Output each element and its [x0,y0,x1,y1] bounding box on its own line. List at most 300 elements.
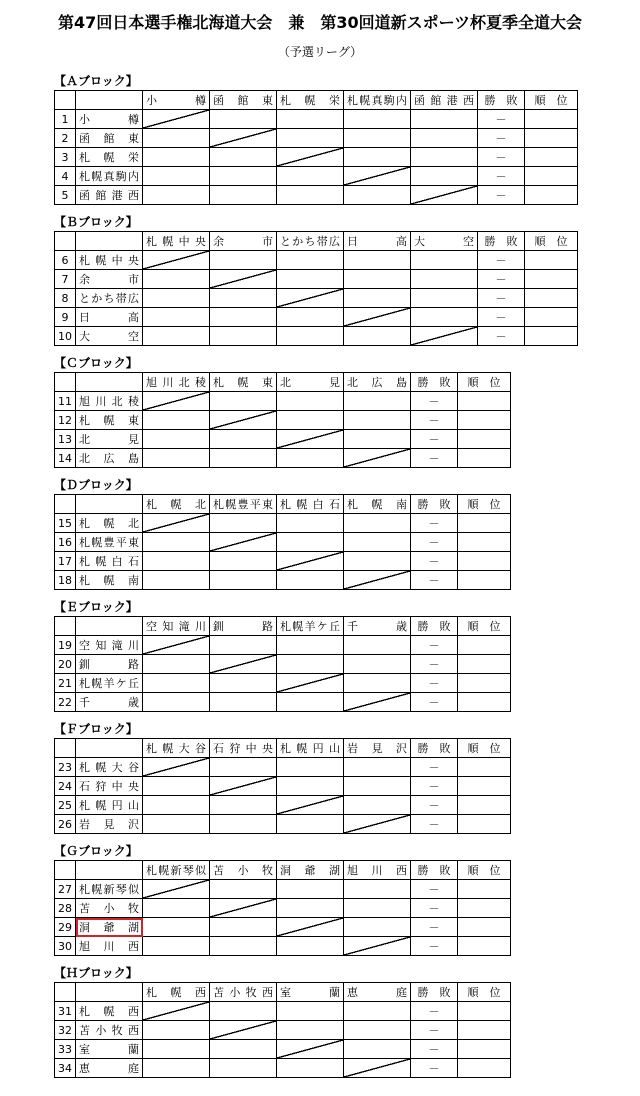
win-loss-cell: － [411,552,458,571]
result-cell [210,289,277,308]
team-number: 19 [55,636,76,655]
win-loss-cell: － [411,571,458,590]
rank-cell [458,1040,511,1059]
result-cell [344,674,411,693]
win-loss-header: 勝 敗 [411,739,458,758]
block [10,354,630,468]
self-cell [277,430,344,449]
win-loss-cell: － [411,937,458,956]
self-cell [277,918,344,937]
result-cell [344,327,411,346]
team-name: 函 館 港 西 [76,186,143,205]
win-loss-cell: － [411,1021,458,1040]
win-loss-header: 勝 敗 [411,495,458,514]
result-cell [277,693,344,712]
corner-cell [76,495,143,514]
win-loss-cell: － [411,411,458,430]
block-table [54,372,511,468]
opponent-header: 札 幌 羊 ケ 丘 [277,617,344,636]
result-cell [277,167,344,186]
result-cell [210,514,277,533]
result-cell [143,815,210,834]
team-number: 3 [55,148,76,167]
rank-cell [458,514,511,533]
opponent-header: 旭 川 西 [344,861,411,880]
self-cell [143,392,210,411]
opponent-header: 空 知 滝 川 [143,617,210,636]
table-row [55,514,511,533]
rank-cell [525,308,578,327]
result-cell [344,918,411,937]
rank-cell [458,815,511,834]
result-cell [277,308,344,327]
table-row [55,937,511,956]
result-cell [344,110,411,129]
block [10,598,630,712]
table-row [55,1021,511,1040]
table-header-row [55,739,511,758]
team-number: 20 [55,655,76,674]
self-cell [210,899,277,918]
team-name: 札 幌 西 [76,1002,143,1021]
corner-cell [55,232,76,251]
self-cell [143,636,210,655]
win-loss-header: 勝 敗 [411,861,458,880]
team-number: 15 [55,514,76,533]
result-cell [143,693,210,712]
team-name: 札 幌 羊 ケ 丘 [76,674,143,693]
result-cell [344,796,411,815]
self-cell [143,1002,210,1021]
opponent-header: 釧 路 [210,617,277,636]
opponent-header: 札 幌 新 琴 似 [143,861,210,880]
team-number: 34 [55,1059,76,1078]
result-cell [210,327,277,346]
block-label: 【Ｈブロック】 [54,966,138,980]
rank-header: 順 位 [458,495,511,514]
block-label: 【Ｅブロック】 [54,600,138,614]
self-cell [277,796,344,815]
result-cell [411,148,478,167]
opponent-header: と か ち 帯 広 [277,232,344,251]
result-cell [344,636,411,655]
result-cell [210,430,277,449]
table-row [55,186,578,205]
rank-cell [458,1059,511,1078]
self-cell [143,110,210,129]
win-loss-cell: － [411,392,458,411]
opponent-header: 札 幌 豊 平 東 [210,495,277,514]
rank-cell [458,693,511,712]
result-cell [277,533,344,552]
corner-cell [76,91,143,110]
rank-cell [458,533,511,552]
result-cell [143,1059,210,1078]
team-number: 12 [55,411,76,430]
win-loss-header: 勝 敗 [478,232,525,251]
table-header-row [55,495,511,514]
result-cell [277,815,344,834]
table-row [55,270,578,289]
self-cell [277,1040,344,1059]
result-cell [143,148,210,167]
table-row [55,289,578,308]
opponent-header: 札 幌 大 谷 [143,739,210,758]
win-loss-header: 勝 敗 [411,983,458,1002]
opponent-header: 札 幌 栄 [277,91,344,110]
opponent-header: 札 幌 白 石 [277,495,344,514]
team-number: 32 [55,1021,76,1040]
win-loss-cell: － [411,674,458,693]
block [10,213,630,346]
result-cell [411,167,478,186]
team-name: 旭 川 西 [76,937,143,956]
result-cell [143,129,210,148]
win-loss-cell: － [411,796,458,815]
block-label: 【Ｇブロック】 [54,844,138,858]
block-table [54,860,511,956]
result-cell [143,1021,210,1040]
result-cell [210,186,277,205]
rank-cell [458,899,511,918]
table-header-row [55,861,511,880]
team-number: 22 [55,693,76,712]
rank-cell [458,937,511,956]
result-cell [344,880,411,899]
corner-cell [55,739,76,758]
result-cell [143,655,210,674]
result-cell [411,110,478,129]
result-cell [411,289,478,308]
table-row [55,129,578,148]
rank-cell [458,449,511,468]
table-row [55,251,578,270]
self-cell [277,674,344,693]
team-name: 札 幌 真 駒 内 [76,167,143,186]
table-row [55,815,511,834]
win-loss-cell: － [478,110,525,129]
result-cell [344,655,411,674]
table-row [55,674,511,693]
result-cell [344,148,411,167]
opponent-header: 大 空 [411,232,478,251]
win-loss-cell: － [478,270,525,289]
rank-cell [458,777,511,796]
opponent-header: 函 館 東 [210,91,277,110]
team-number: 2 [55,129,76,148]
block [10,476,630,590]
opponent-header: 苫 小 牧 [210,861,277,880]
result-cell [143,186,210,205]
self-cell [277,289,344,308]
result-cell [210,693,277,712]
result-cell [277,1059,344,1078]
team-name: 釧 路 [76,655,143,674]
rank-cell [458,674,511,693]
win-loss-cell: － [478,167,525,186]
result-cell [210,308,277,327]
win-loss-header: 勝 敗 [411,617,458,636]
result-cell [277,270,344,289]
result-cell [344,1002,411,1021]
team-name: 洞 爺 湖 [76,918,143,937]
blocks-container [10,72,630,1078]
self-cell [210,270,277,289]
team-number: 29 [55,918,76,937]
rank-header: 順 位 [458,983,511,1002]
result-cell [143,796,210,815]
opponent-header: 石 狩 中 央 [210,739,277,758]
result-cell [344,899,411,918]
result-cell [143,918,210,937]
rank-cell [458,571,511,590]
opponent-header: 北 見 [277,373,344,392]
win-loss-cell: － [411,655,458,674]
table-row [55,449,511,468]
block-table [54,982,511,1078]
team-name: 函 館 東 [76,129,143,148]
win-loss-cell: － [478,289,525,308]
result-cell [344,289,411,308]
rank-cell [458,430,511,449]
team-name: 余 市 [76,270,143,289]
result-cell [344,1040,411,1059]
block-label: 【Ｂブロック】 [54,215,138,229]
self-cell [344,1059,411,1078]
win-loss-cell: － [411,1059,458,1078]
table-header-row [55,91,578,110]
opponent-header: 札 幌 真 駒 内 [344,91,411,110]
self-cell [411,186,478,205]
team-name: 札 幌 円 山 [76,796,143,815]
table-header-row [55,373,511,392]
result-cell [277,937,344,956]
win-loss-cell: － [411,918,458,937]
result-cell [143,674,210,693]
team-number: 30 [55,937,76,956]
opponent-header: 北 広 島 [344,373,411,392]
team-number: 25 [55,796,76,815]
page-title: 第47回日本選手権北海道大会 兼 第30回道新スポーツ杯夏季全道大会 [58,13,582,32]
result-cell [344,552,411,571]
win-loss-cell: － [411,449,458,468]
rank-cell [458,758,511,777]
rank-cell [525,186,578,205]
team-name: 札 幌 東 [76,411,143,430]
table-row [55,693,511,712]
table-row [55,571,511,590]
block [10,720,630,834]
corner-cell [76,232,143,251]
result-cell [143,937,210,956]
team-name: 苫 小 牧 [76,899,143,918]
table-row [55,411,511,430]
result-cell [210,674,277,693]
opponent-header: 旭 川 北 稜 [143,373,210,392]
result-cell [277,655,344,674]
team-number: 24 [55,777,76,796]
result-cell [210,796,277,815]
table-row [55,533,511,552]
team-number: 10 [55,327,76,346]
team-name: 日 高 [76,308,143,327]
corner-cell [76,617,143,636]
rank-cell [525,327,578,346]
result-cell [210,392,277,411]
result-cell [344,129,411,148]
win-loss-cell: － [411,1040,458,1059]
table-row [55,758,511,777]
corner-cell [76,373,143,392]
result-cell [210,449,277,468]
team-name: 室 蘭 [76,1040,143,1059]
table-row [55,880,511,899]
self-cell [210,129,277,148]
result-cell [277,392,344,411]
self-cell [143,880,210,899]
result-cell [210,815,277,834]
team-number: 11 [55,392,76,411]
opponent-header: 室 蘭 [277,983,344,1002]
team-number: 6 [55,251,76,270]
table-row [55,777,511,796]
team-name: 恵 庭 [76,1059,143,1078]
result-cell [344,251,411,270]
result-cell [143,327,210,346]
win-loss-cell: － [411,758,458,777]
table-row [55,1002,511,1021]
result-cell [143,777,210,796]
team-number: 7 [55,270,76,289]
result-cell [143,449,210,468]
self-cell [277,552,344,571]
rank-cell [525,289,578,308]
self-cell [210,1021,277,1040]
win-loss-cell: － [478,129,525,148]
team-number: 14 [55,449,76,468]
win-loss-cell: － [411,880,458,899]
team-number: 28 [55,899,76,918]
result-cell [143,270,210,289]
team-name: 札 幌 大 谷 [76,758,143,777]
team-name: 苫 小 牧 西 [76,1021,143,1040]
team-number: 8 [55,289,76,308]
self-cell [210,533,277,552]
result-cell [210,148,277,167]
team-number: 33 [55,1040,76,1059]
result-cell [344,392,411,411]
result-cell [143,289,210,308]
corner-cell [76,983,143,1002]
rank-cell [458,636,511,655]
self-cell [210,777,277,796]
team-name: 大 空 [76,327,143,346]
result-cell [210,1040,277,1059]
block-label: 【Ｄブロック】 [54,478,138,492]
opponent-header: 小 樽 [143,91,210,110]
result-cell [277,411,344,430]
opponent-header: 恵 庭 [344,983,411,1002]
block-table [54,738,511,834]
result-cell [210,1002,277,1021]
corner-cell [55,617,76,636]
win-loss-cell: － [411,693,458,712]
win-loss-header: 勝 敗 [478,91,525,110]
result-cell [344,1021,411,1040]
table-row [55,796,511,815]
self-cell [143,514,210,533]
win-loss-cell: － [411,1002,458,1021]
block-table [54,494,511,590]
corner-cell [55,861,76,880]
win-loss-cell: － [478,308,525,327]
result-cell [344,430,411,449]
result-cell [411,308,478,327]
result-cell [277,129,344,148]
opponent-header: 日 高 [344,232,411,251]
rank-cell [458,796,511,815]
opponent-header: 余 市 [210,232,277,251]
result-cell [210,552,277,571]
result-cell [143,533,210,552]
rank-header: 順 位 [458,617,511,636]
self-cell [277,148,344,167]
team-name: 北 広 島 [76,449,143,468]
result-cell [344,777,411,796]
page-subtitle: （予選リーグ） [277,45,363,59]
result-cell [277,251,344,270]
team-number: 13 [55,430,76,449]
rank-cell [525,129,578,148]
self-cell [344,571,411,590]
table-row [55,392,511,411]
rank-cell [525,110,578,129]
result-cell [210,758,277,777]
result-cell [277,899,344,918]
table-row [55,110,578,129]
team-name: 空 知 滝 川 [76,636,143,655]
corner-cell [55,983,76,1002]
win-loss-cell: － [411,533,458,552]
team-number: 16 [55,533,76,552]
self-cell [344,693,411,712]
opponent-header: 千 歳 [344,617,411,636]
table-header-row [55,983,511,1002]
self-cell [344,308,411,327]
self-cell [210,411,277,430]
team-number: 9 [55,308,76,327]
opponent-header: 岩 見 沢 [344,739,411,758]
result-cell [210,110,277,129]
block-table [54,90,578,205]
block [10,842,630,956]
result-cell [277,636,344,655]
team-number: 27 [55,880,76,899]
self-cell [143,251,210,270]
result-cell [277,110,344,129]
result-cell [143,552,210,571]
table-row [55,899,511,918]
opponent-header: 札 幌 北 [143,495,210,514]
team-number: 31 [55,1002,76,1021]
table-row [55,636,511,655]
team-name: 小 樽 [76,110,143,129]
block-label: 【Ｆブロック】 [54,722,138,736]
result-cell [277,186,344,205]
win-loss-cell: － [411,430,458,449]
team-number: 4 [55,167,76,186]
win-loss-cell: － [478,327,525,346]
